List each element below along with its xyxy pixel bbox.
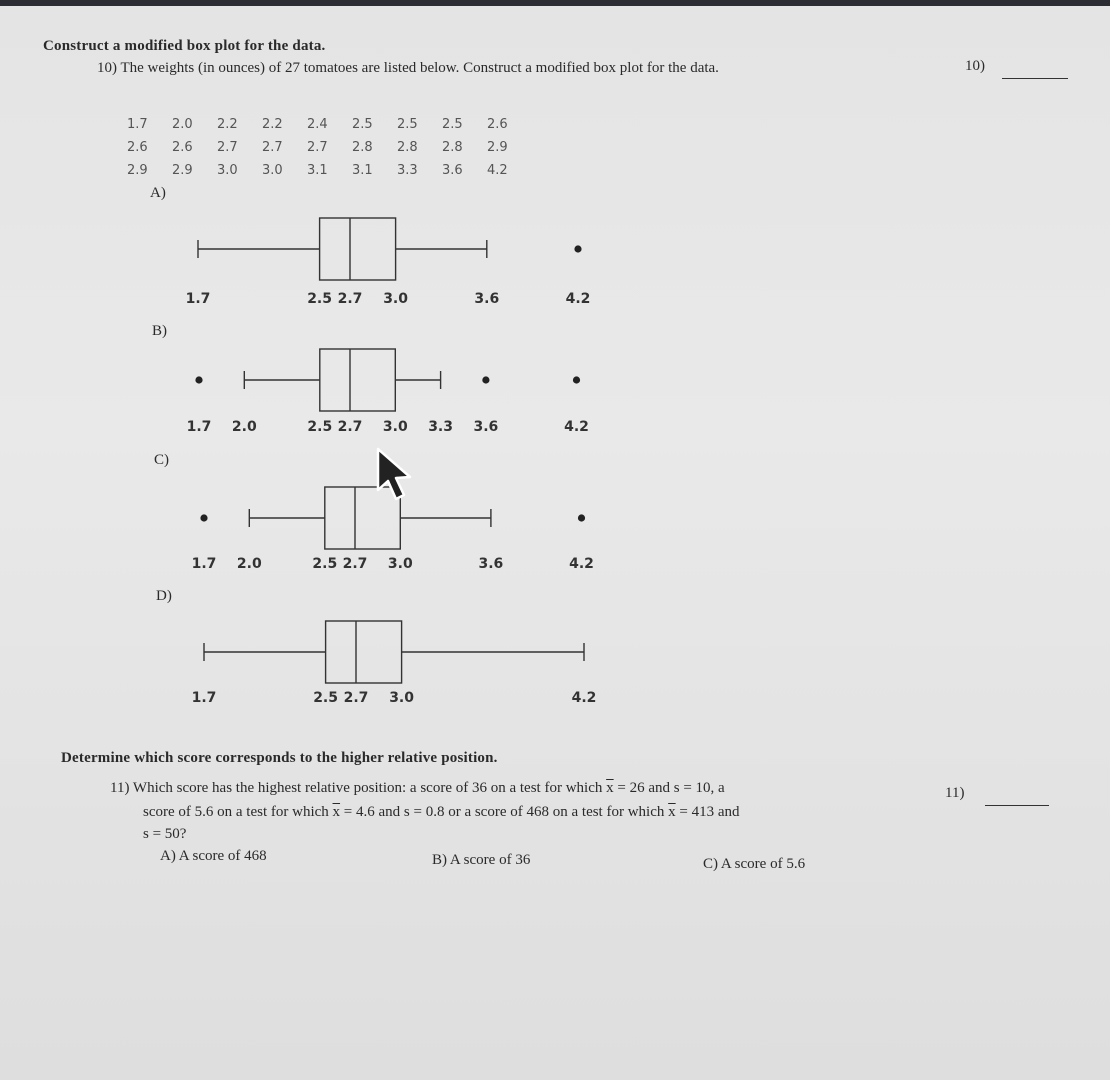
tick-label: 3.6 [478,556,504,572]
data-value: 1.7 [127,117,148,132]
tick-label: 3.3 [428,419,454,435]
question-11-text: 11) Which score has the highest relative position: a score of 36 on a test for which [110,780,607,796]
tick-label: 3.0 [383,291,409,307]
data-value: 2.4 [307,117,328,132]
data-value: 3.0 [217,163,238,178]
section-title-relative-position: Determine which score corresponds to the higher relative position. [61,750,498,766]
data-value: 3.3 [397,163,418,178]
tick-label: 3.0 [382,419,408,435]
question-10-number: 10) [965,58,985,74]
tick-label: 2.0 [236,556,262,572]
tick-label: 4.2 [564,419,589,435]
option-d-label[interactable]: D) [156,588,172,604]
tick-label: 2.0 [231,419,257,435]
data-value: 2.6 [172,140,193,155]
x-bar-symbol: $\overline{x}$ [332,804,341,820]
option-b-label[interactable]: B) [152,323,167,339]
data-value: 2.6 [487,117,508,132]
option-c-label[interactable]: C) [154,452,169,468]
answer-c[interactable]: C) A score of 5.6 [703,856,806,872]
tick-label: 3.6 [473,419,499,435]
data-value: 2.5 [442,117,463,132]
outlier-point [200,514,207,521]
data-value: 2.8 [442,140,463,155]
answer-a[interactable]: A) A score of 468 [160,848,267,864]
outlier-point [578,514,585,521]
question-11-text: = 413 and [675,804,740,820]
tick-label: 2.7 [342,556,368,572]
outlier-point [195,376,202,383]
data-value: 2.8 [397,140,418,155]
option-a-label[interactable]: A) [150,185,166,201]
data-value: 2.0 [172,117,193,132]
tick-label: 1.7 [186,419,212,435]
tick-label: 2.5 [307,291,333,307]
outlier-point [574,245,581,252]
section-title-boxplot: Construct a modified box plot for the data. [43,38,326,54]
data-value: 2.9 [487,140,508,155]
data-value: 2.9 [172,163,193,178]
tick-label: 2.5 [313,690,339,706]
data-value: 2.9 [127,163,148,178]
tick-label: 3.6 [474,291,500,307]
data-value: 3.0 [262,163,283,178]
x-bar-symbol: $\overline{x}$ [668,804,676,820]
question-11-line-2 [143,804,740,821]
tick-label: 2.5 [312,556,338,572]
tick-label: 1.7 [191,556,217,572]
data-value: 2.7 [262,140,283,155]
tick-label: 2.7 [337,291,363,307]
tick-label: 3.0 [389,690,415,706]
question-11-number: 11) [945,785,965,801]
question-11-text: = 26 and s = 10, a [613,780,725,796]
tick-label: 2.7 [337,419,363,435]
data-value: 4.2 [487,163,508,178]
question-11-line-1 [110,780,725,797]
answer-blank-11[interactable] [985,805,1049,806]
data-value: 2.5 [397,117,418,132]
tick-label: 4.2 [569,556,594,572]
tick-label: 4.2 [565,291,591,307]
question-10-text: 10) The weights (in ounces) of 27 tomatoes are listed below. Construct a modified box plot for the data. [97,60,719,76]
data-value: 2.8 [352,140,373,155]
data-value: 2.2 [262,117,283,132]
data-value: 3.6 [442,163,463,178]
outlier-point [482,376,489,383]
tick-label: 4.2 [571,690,597,706]
data-value: 3.1 [352,163,373,178]
box-iqr [320,349,396,411]
tick-label: 2.5 [307,419,333,435]
data-value: 2.7 [307,140,328,155]
question-11-text: = 4.6 and s = 0.8 or a score of 468 on a test for which [340,804,669,820]
data-value: 3.1 [307,163,328,178]
data-value: 2.6 [127,140,148,155]
outlier-point [573,376,580,383]
tick-label: 3.0 [387,556,413,572]
tick-label: 1.7 [191,690,217,706]
question-11-line-3: s = 50? [143,826,187,842]
answer-b[interactable]: B) A score of 36 [432,852,531,868]
x-bar-symbol: $\overline{x}$ [606,780,614,796]
tick-label: 1.7 [185,291,211,307]
question-11-text: score of 5.6 on a test for which [143,804,333,820]
box-iqr [326,621,402,683]
data-value: 2.5 [352,117,373,132]
data-value: 2.2 [217,117,238,132]
mouse-cursor-icon [374,446,420,506]
box-iqr [320,218,396,280]
tick-label: 2.7 [343,690,369,706]
data-value: 2.7 [217,140,238,155]
